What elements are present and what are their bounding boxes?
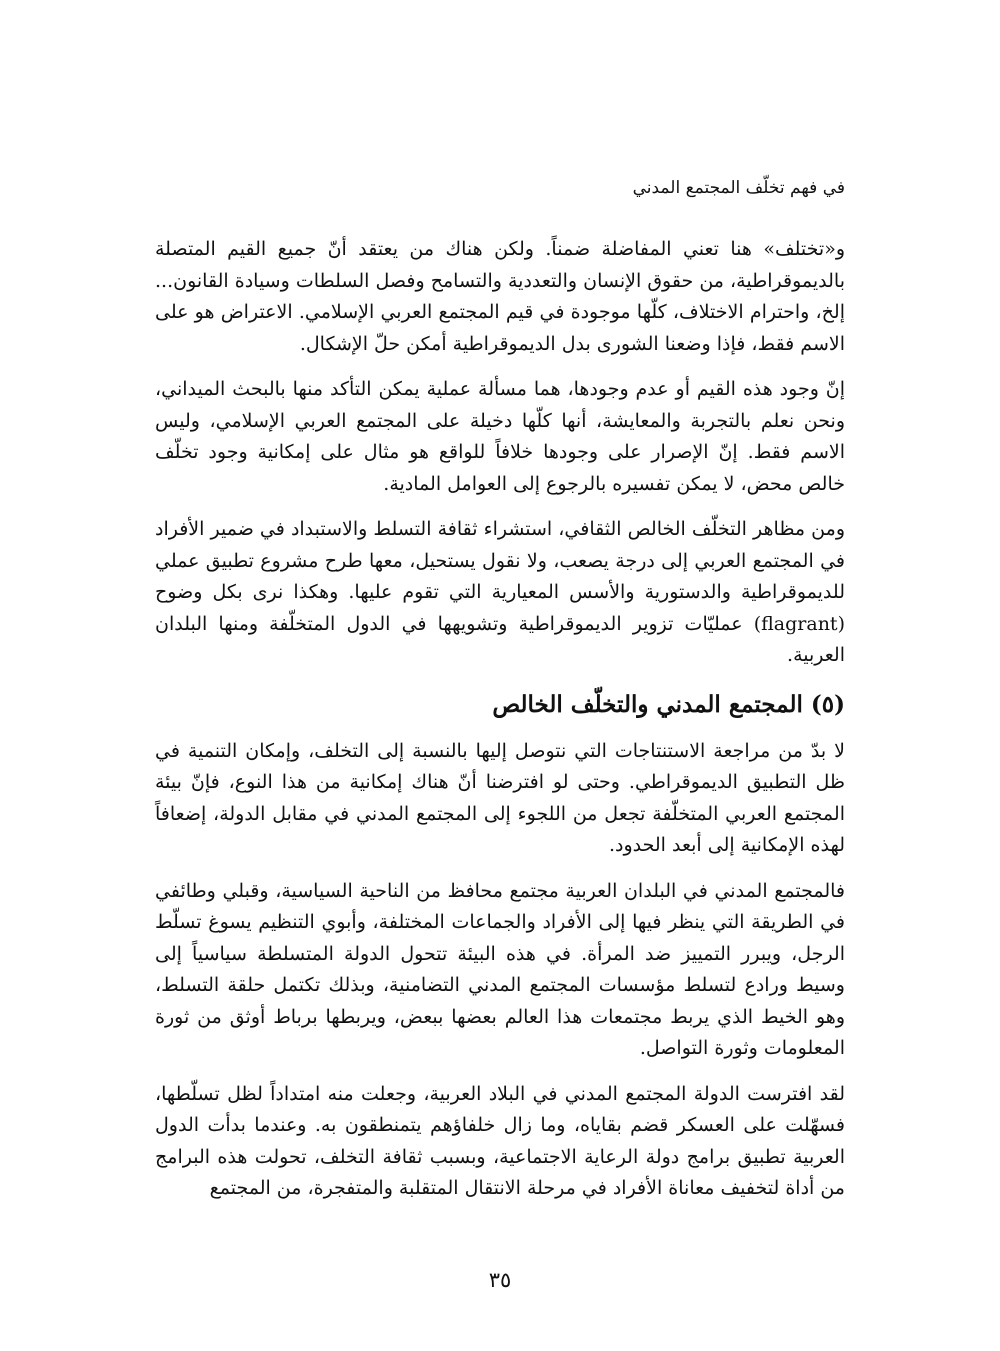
section-heading: (٥) المجتمع المدني والتخلّف الخالص [492, 690, 845, 718]
page-number: ٣٥ [488, 1268, 512, 1292]
paragraph-6: لقد افترست الدولة المجتمع المدني في البلاد العربية، وجعلت منه امتداداً لظل تسلّطها، فسهّلت على العسكر قضم بقاياه، وما زال خلفاؤهم يتمنطقون به. وعندما بدأت الدول العربية تطبيق برامج دولة الرعاية الاجتماعية، وبسبب ثقافة التخلف، تحولت هذه البرامج من أداة لتخفيف معاناة الأفراد في مرحلة الانتقال المتقلبة والمتفجرة، من المجتمع [155, 1082, 845, 1199]
paragraph-2: إنّ وجود هذه القيم أو عدم وجودها، هما مسألة عملية يمكن التأكد منها بالبحث الميداني، ونحن نعلم بالتجربة والمعايشة، أنها كلّها دخيلة على المجتمع العربي الإسلامي، وليس الاسم فقط. إنّ الإصرار على وجودها خلافاً للواقع هو مثال على إمكانية وجود تخلّف خالص محض، لا يمكن تفسيره بالرجوع إلى العوامل المادية. [155, 378, 845, 495]
paragraph-3: ومن مظاهر التخلّف الخالص الثقافي، استشراء ثقافة التسلط والاستبداد في ضمير الأفراد في المجتمع العربي إلى درجة يصعب، ولا نقول يستحيل، معها طرح مشروع تطبيق عملي للديموقراطية والدستورية والأسس المعيارية التي تقوم عليها. وهكذا نرى بكل وضوح (flagrant) عمليّات تزوير الديموقراطية وتشويهها في الدول المتخلّفة ومنها البلدان العربية. [155, 518, 845, 666]
paragraph-4: لا بدّ من مراجعة الاستنتاجات التي نتوصل إليها بالنسبة إلى التخلف، وإمكان التنمية في ظل التطبيق الديموقراطي. وحتى لو افترضنا أنّ هناك إمكانية من هذا النوع، فإنّ بيئة المجتمع العربي المتخلّفة تجعل من اللجوء إلى المجتمع المدني في مقابل الدولة، إضعافاً لهذه الإمكانية إلى أبعد الحدود. [155, 739, 845, 856]
paragraph-5: فالمجتمع المدني في البلدان العربية مجتمع محافظ من الناحية السياسية، وقبلي وطائفي في الطريقة التي ينظر فيها إلى الأفراد والجماعات المختلفة، وأبوي التنظيم يسوغ تسلّط الرجل، ويبرر التمييز ضد المرأة. في هذه البيئة تتحول الدولة المتسلطة سياسياً إلى وسيط ورادع لتسلط مؤسسات المجتمع المدني التضامنية، وبذلك تكتمل حلقة التسلط، وهو الخيط الذي يربط مجتمعات هذا العالم بعضها ببعض، ويربطها برباط أوثق من ثورة المعلومات وثورة التواصل. [155, 879, 845, 1059]
running-head: في فهم تخلّف المجتمع المدني [632, 178, 845, 198]
paragraph-1: و«تختلف» هنا تعني المفاضلة ضمناً. ولكن هناك من يعتقد أنّ جميع القيم المتصلة بالديموقراطية، من حقوق الإنسان والتعددية والتسامح وفصل السلطات وسيادة القانون... إلخ، واحترام الاختلاف، كلّها موجودة في قيم المجتمع العربي الإسلامي. الاعتراض هو على الاسم فقط، فإذا وضعنا الشورى بدل الديموقراطية أمكن حلّ الإشكال. [155, 238, 845, 355]
body-text [155, 234, 845, 1219]
